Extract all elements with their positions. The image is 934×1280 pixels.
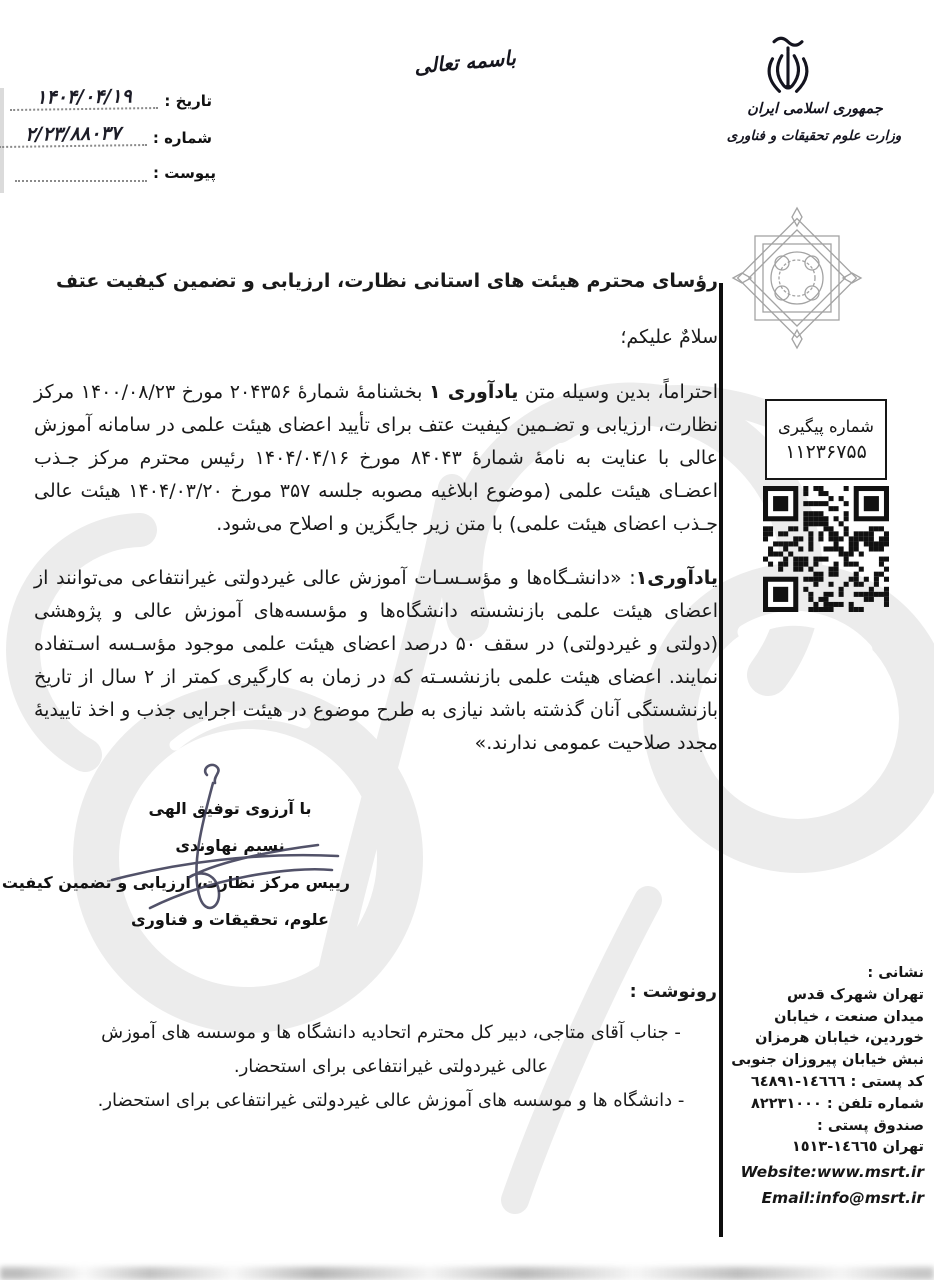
contact-line: نشانی : (867, 965, 924, 981)
recipient-title: رؤسای محترم هیئت های استانی نظارت، ارزیابی و تضمین کیفیت عتف (55, 270, 718, 292)
body-paragraph-2 (34, 562, 718, 760)
website-text: Website:www.msrt.ir (740, 1163, 924, 1182)
p1-emphasis: یادآوری ۱ (428, 381, 519, 403)
attachment-blank-line (15, 166, 147, 182)
number-label: شماره : (152, 129, 212, 147)
date-label: تاریخ : (164, 92, 212, 110)
contact-line: میدان صنعت ، خیابان (774, 1008, 924, 1025)
ornament-rosette-icon (727, 206, 867, 356)
attachment-label: پیوست : (152, 164, 216, 182)
cc-list (80, 1016, 702, 1118)
tracking-number: ۱۱۲۳۶۷۵۵ (785, 440, 867, 463)
signature-block (1, 790, 350, 938)
contact-block (722, 963, 924, 1211)
attachment-row (24, 164, 216, 182)
cc-item: - جناب آقای متاجی، دبیر کل محترم اتحادیه دانشگاه ها و موسسه های آموزش عالی غیردولتی غیرانتفاعی برای استحضار. (101, 1022, 681, 1077)
postal-code-line: کد پستی : ١٤٦٦٦-٦٤٨٩١ (750, 1073, 924, 1090)
phone-line: شماره تلفن : ٨٢٢٣١٠٠٠ (751, 1095, 924, 1112)
number-value: ۲/۲۳/۸۸۰۳۷ (0, 122, 147, 148)
ministry-name: وزارت علوم تحقیقات و فناوری (726, 128, 902, 144)
tracking-number-box (765, 399, 887, 480)
signer-title-1: رییس مرکز نظارت، ارزیابی و تضمین کیفیت (1, 873, 350, 892)
body-paragraph-1 (34, 376, 718, 541)
iran-emblem-icon (753, 34, 823, 96)
qr-code (763, 486, 889, 612)
p2-emphasis: یادآوری۱ (635, 567, 718, 589)
cc-item: - دانشگاه ها و موسسه های آموزش عالی غیردولتی غیرانتفاعی برای استحضار. (97, 1090, 685, 1111)
tracking-label: شماره پیگیری (778, 416, 874, 436)
email-text: Email:info@msrt.ir (761, 1189, 924, 1208)
salutation: سلامٌ علیکم؛ (620, 326, 718, 348)
po-box-line: تهران ١٤٦٦٥-١٥١٣ (791, 1139, 924, 1156)
p1-pre: احتراماً، بدین وسیله متن (518, 381, 718, 403)
contact-line: خوردین، خیابان هرمزان (755, 1030, 924, 1047)
date-row (14, 86, 212, 110)
p1-rest: بخشنامهٔ شمارهٔ ۲۰۴۳۵۶ مورخ ۱۴۰۰/۰۸/۲۳ مرکز نظارت، ارزیابی و تضـمین کیفیت عتف برای تأیید اعضای هیئت علمی در سامانه آموزش عالی با عنایت به نامهٔ شمارهٔ ۸۴۰۴۳ مورخ ۱۴۰۴/۰۴/۱۶ رئیس محترم مرکز جـذب اعضـای هیئت علمی (موضوع ابلاغیه مصوبه جلسه ۳۵۷ مورخ ۱۴۰۴/۰۳/۲۰ هیئت عالی جـذب اعضای هیئت علمی) با متن زیر جایگزین و اصلاح می‌شود. (34, 381, 718, 535)
signer-title-2: علوم، تحقیقات و فناوری (131, 910, 329, 929)
signer-name: نسیم نهاوندی (175, 836, 285, 855)
country-name: جمهوری اسلامی ایران (747, 100, 883, 117)
date-value: ۱۴۰۴/۰۴/۱۹ (10, 85, 158, 111)
besmellah-calligraphy: باسمه تعالی (413, 45, 517, 79)
p2-rest: : «دانشـگاه‌ها و مؤسـسـات آموزش عالی غیردولتی غیرانتفاعی می‌توانند از اعضای هیئت علمی بازنشسته دانشگاه‌ها و مؤسسه‌های آموزش عالی و پژوهشی (دولتی و غیردولتی) در سقف ۵۰ درصد اعضای هیئت علمی موجود مؤسـسه اسـتفاده نمایند. اعضای هیئت علمی بازنشسـته که در زمان به کارگیری کمتر از ۲ سال از تاریخ بازنشستگی آنان گذشته باشد نیازی به طرح موضوع در هیئت اجرایی جذب و اخذ تاییدیهٔ مجدد صلاحیت عمومی ندارند.» (34, 567, 718, 754)
contact-line: نبش خیابان پیروزان جنوبی (731, 1052, 924, 1069)
po-box-label-line: صندوق پستی : (817, 1117, 924, 1134)
signature-wish: با آرزوی توفیق الهی (148, 799, 312, 818)
contact-line: تهران شهرک قدس (786, 986, 924, 1003)
cc-label: رونوشت : (629, 982, 717, 1002)
scan-edge-blur (0, 1267, 934, 1280)
number-row (8, 123, 212, 147)
